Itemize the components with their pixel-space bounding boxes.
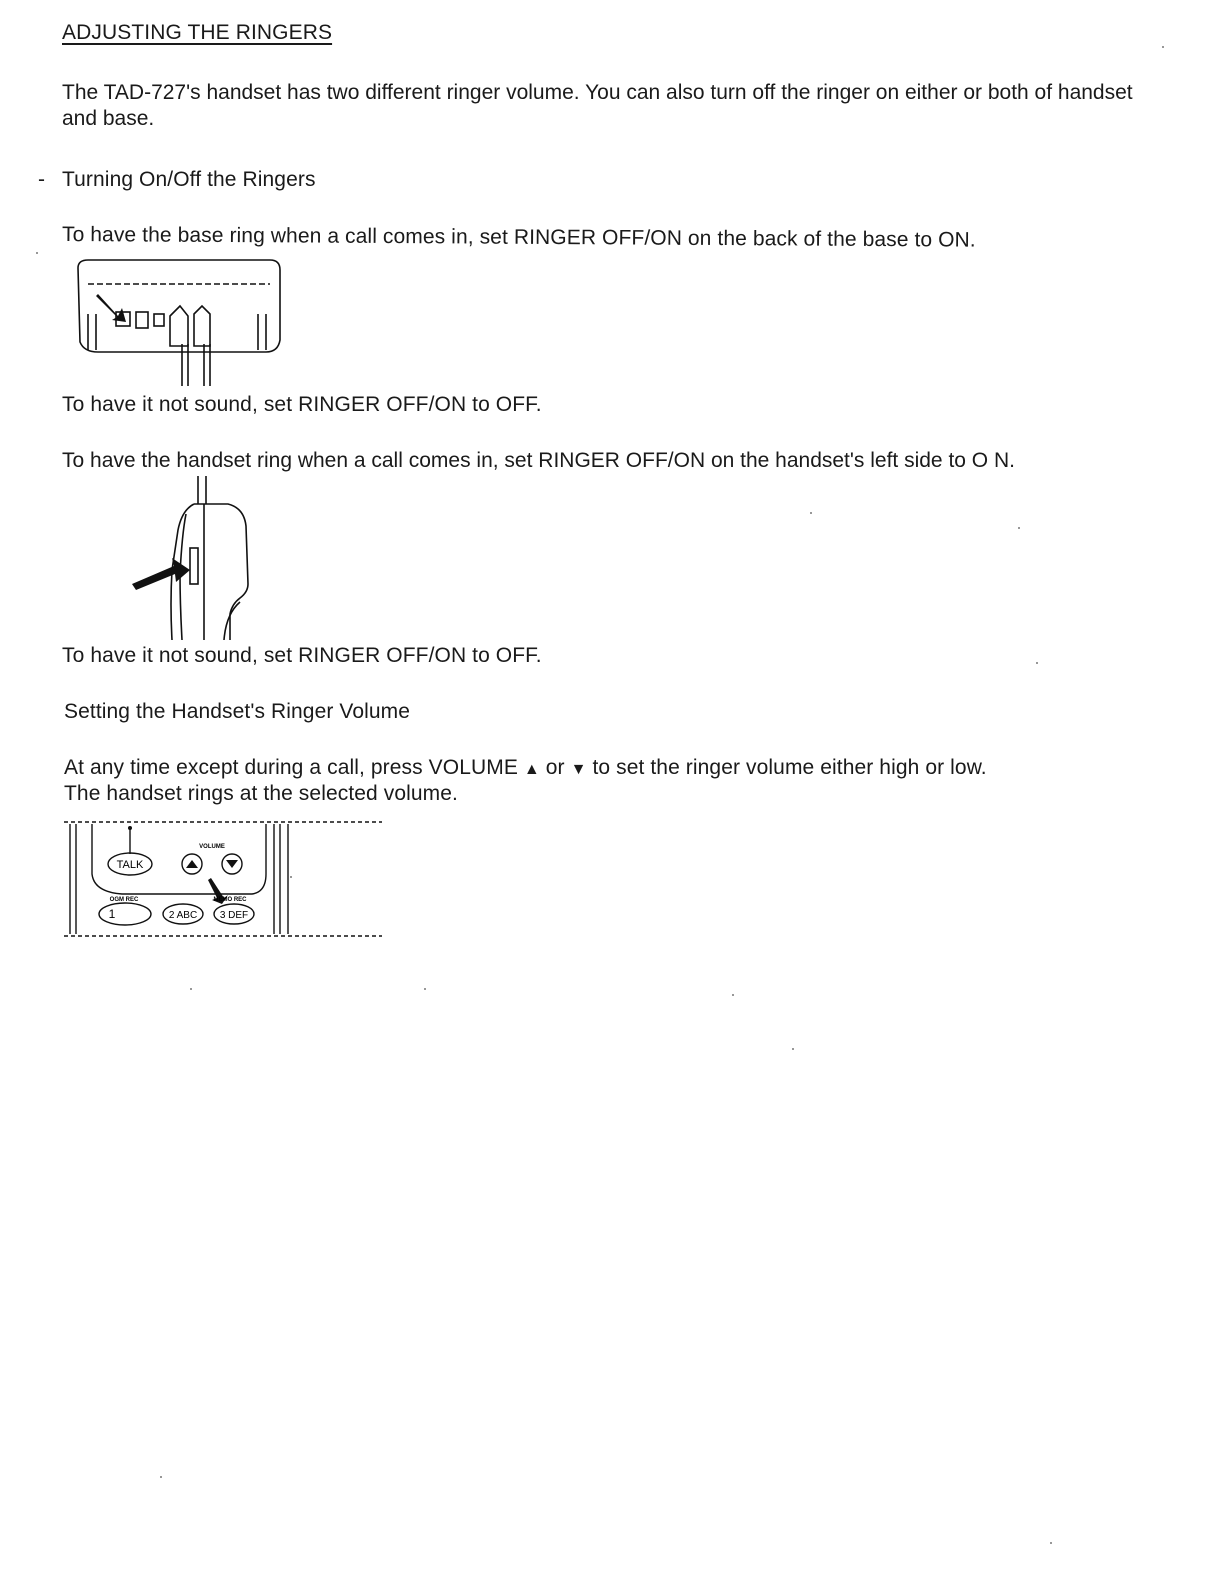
memo-rec-label: MEMO REC <box>213 897 247 903</box>
key-1-label: 1 <box>108 907 116 921</box>
volume-text-or: or <box>545 756 565 779</box>
scan-speck <box>160 1476 162 1478</box>
keypad-figure <box>62 818 384 942</box>
scan-speck <box>792 1048 794 1050</box>
keypad-drawing <box>62 818 384 942</box>
page-title: ADJUSTING THE RINGERS <box>62 21 333 44</box>
scan-speck <box>36 252 38 254</box>
talk-label: TALK <box>116 859 144 871</box>
volume-label: VOLUME <box>199 844 225 850</box>
handset-on-instruction: To have the handset ring when a call comes in, set RINGER OFF/ON on the handset's left side to O N. <box>62 449 1015 472</box>
down-arrow-icon: ▼ <box>570 761 587 778</box>
scan-speck <box>810 512 812 514</box>
volume-instruction-line1 <box>64 755 987 783</box>
base-unit-figure <box>70 256 290 388</box>
bullet-dash: - <box>38 168 46 191</box>
key-2-label: 2 ABC <box>168 910 198 921</box>
volume-down-icon <box>226 860 238 868</box>
intro-paragraph: The TAD-727's handset has two different ringer volume. You can also turn off the ringer on either or both of handset and base. <box>62 81 1133 130</box>
handset-side-drawing <box>128 474 268 642</box>
ogm-rec-label: OGM REC <box>109 897 139 903</box>
scan-speck <box>732 994 734 996</box>
scan-speck <box>1050 1542 1052 1544</box>
base-on-instruction: To have the base ring when a call comes in, set RINGER OFF/ON on the back of the base to ON. <box>61 223 976 252</box>
scan-speck <box>1036 662 1038 664</box>
scan-speck <box>190 988 192 990</box>
volume-text-a: At any time except during a call, press VOLUME <box>64 756 518 779</box>
volume-instruction-line2: The handset rings at the selected volume. <box>64 782 458 805</box>
scan-speck <box>290 876 292 878</box>
volume-text-c: to set the ringer volume either high or low. <box>592 756 987 779</box>
up-arrow-icon: ▲ <box>523 761 540 778</box>
handset-side-figure <box>128 474 268 642</box>
scan-speck <box>1018 527 1020 529</box>
base-off-instruction: To have it not sound, set RINGER OFF/ON to OFF. <box>62 393 542 416</box>
key-3-label: 3 DEF <box>219 910 249 921</box>
section-title-on-off: Turning On/Off the Ringers <box>62 168 316 191</box>
handset-off-instruction: To have it not sound, set RINGER OFF/ON to OFF. <box>62 644 542 667</box>
base-unit-drawing <box>70 256 290 388</box>
scan-speck <box>1162 46 1164 48</box>
volume-up-icon <box>186 860 198 868</box>
pointer-arrow <box>96 294 126 322</box>
scan-speck <box>424 988 426 990</box>
section-title-volume: Setting the Handset's Ringer Volume <box>64 700 411 723</box>
